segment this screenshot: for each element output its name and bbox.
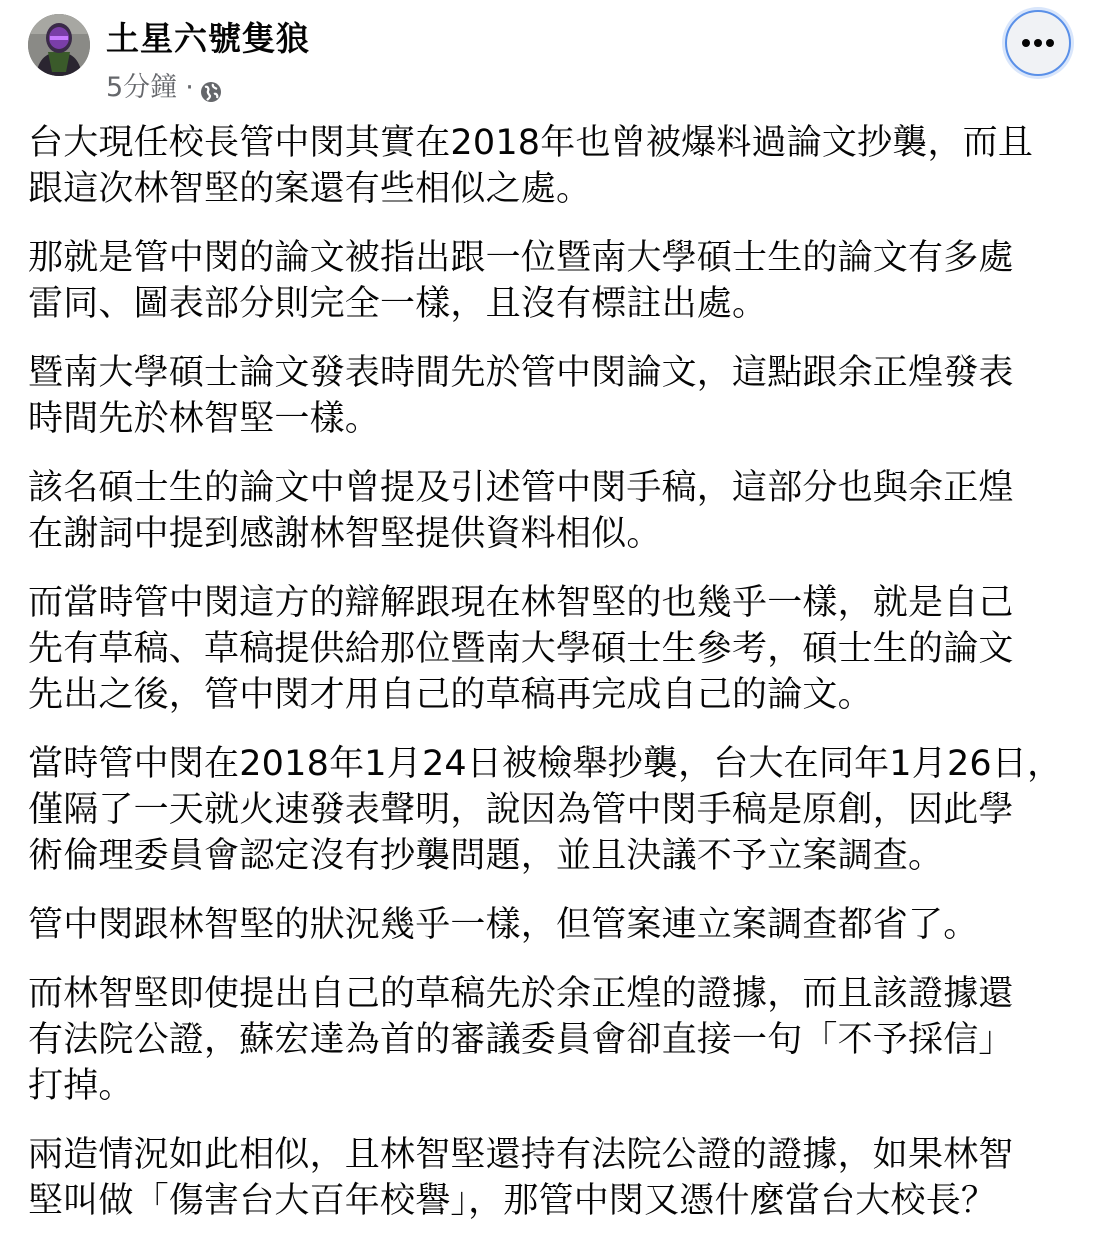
- text-line: 管中閔跟林智堅的狀況幾乎一樣，但管案連立案調查都省了。: [28, 905, 979, 945]
- paragraph-3: [28, 350, 1074, 442]
- text-line: 當時管中閔在2018年1月24日被檢舉抄襲，台大在同年1月26日，: [28, 744, 1063, 784]
- text-line: 堅叫做「傷害台大百年校譽」，那管中閔又憑什麼當台大校長？: [28, 1181, 997, 1221]
- paragraph-8: [28, 971, 1074, 1109]
- post-body: [28, 120, 1074, 1247]
- more-options-icon: [1021, 38, 1055, 48]
- text-line: 僅隔了一天就火速發表聲明，說因為管中閔手稿是原創，因此學: [28, 790, 1014, 830]
- paragraph-5: [28, 580, 1074, 718]
- text-line: 打掉。: [28, 1066, 134, 1106]
- text-line: 術倫理委員會認定沒有抄襲問題，並且決議不予立案調查。: [28, 836, 944, 876]
- text-line: 兩造情況如此相似，且林智堅還持有法院公證的證據，如果林智: [28, 1135, 1014, 1175]
- text-line: 有法院公證，蘇宏達為首的審議委員會卻直接一句「不予採信」: [28, 1020, 1014, 1060]
- post-meta: [106, 70, 222, 106]
- paragraph-9: [28, 1132, 1074, 1224]
- globe-icon[interactable]: [200, 77, 222, 99]
- text-line: 而當時管中閔這方的辯解跟現在林智堅的也幾乎一樣，就是自己: [28, 583, 1014, 623]
- text-line: 暨南大學碩士論文發表時間先於管中閔論文，這點跟余正煌發表: [28, 353, 1014, 393]
- paragraph-4: [28, 465, 1074, 557]
- paragraph-2: [28, 235, 1074, 327]
- text-line: 在謝詞中提到感謝林智堅提供資料相似。: [28, 514, 662, 554]
- text-line: 先出之後，管中閔才用自己的草稿再完成自己的論文。: [28, 675, 873, 715]
- meta-separator: ·: [185, 72, 194, 103]
- text-line: 台大現任校長管中閔其實在2018年也曾被爆料過論文抄襲，而且: [28, 123, 1034, 163]
- text-line: 時間先於林智堅一樣。: [28, 399, 381, 439]
- avatar[interactable]: [28, 14, 90, 76]
- post-time[interactable]: 5分鐘: [106, 72, 178, 103]
- post-header: [0, 0, 1096, 115]
- paragraph-7: [28, 902, 1074, 948]
- text-line: 跟這次林智堅的案還有些相似之處。: [28, 169, 592, 209]
- author-name[interactable]: 土星六號隻狼: [106, 19, 310, 58]
- more-options-button[interactable]: [1005, 10, 1071, 76]
- text-line: 該名碩士生的論文中曾提及引述管中閔手稿，這部分也與余正煌: [28, 468, 1014, 508]
- text-line: 而林智堅即使提出自己的草稿先於余正煌的證據，而且該證據還: [28, 974, 1014, 1014]
- text-line: 先有草稿、草稿提供給那位暨南大學碩士生參考，碩士生的論文: [28, 629, 1014, 669]
- text-line: 雷同、圖表部分則完全一樣，且沒有標註出處。: [28, 284, 768, 324]
- paragraph-1: [28, 120, 1074, 212]
- paragraph-6: [28, 741, 1074, 879]
- text-line: 那就是管中閔的論文被指出跟一位暨南大學碩士生的論文有多處: [28, 238, 1014, 278]
